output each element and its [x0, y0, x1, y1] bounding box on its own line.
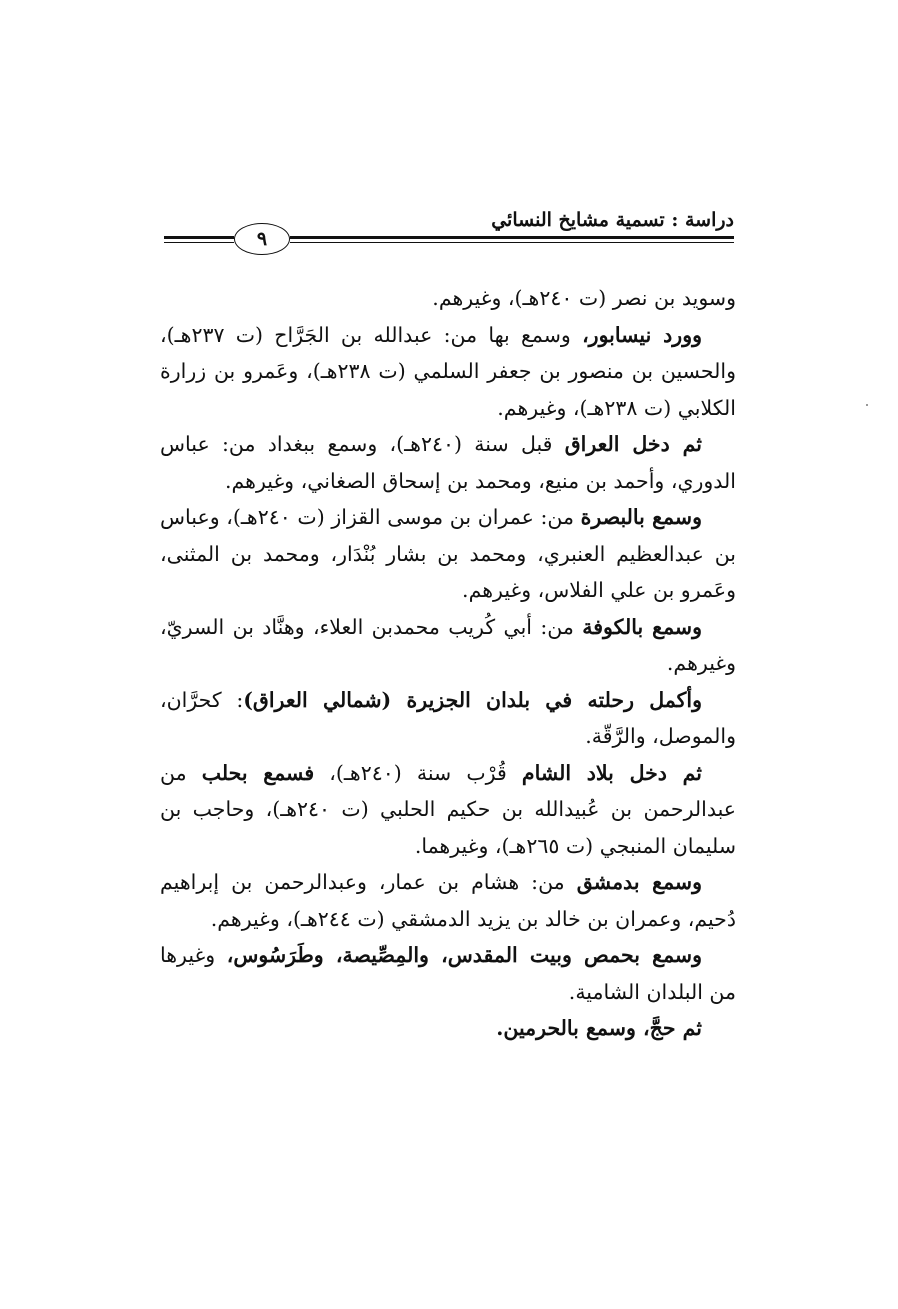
paragraph-heading: ثم دخل بلاد الشام: [521, 760, 703, 785]
scan-speck: [866, 404, 868, 406]
paragraph-heading: وأكمل رحلته في بلدان الجزيرة (شمالي العراق): [243, 687, 702, 712]
header-rule-left: [164, 236, 234, 243]
paragraph: [160, 280, 736, 317]
paragraph: [160, 682, 736, 755]
paragraph: [160, 426, 736, 499]
paragraph: [160, 609, 736, 682]
paragraph: [160, 864, 736, 937]
paragraph-text: وسويد بن نصر (ت ٢٤٠هـ)، وغيرهم.: [432, 286, 736, 310]
paragraph-heading: ثم حجَّ، وسمع بالحرمين.: [496, 1016, 702, 1040]
paragraph-text: من: عمران بن موسى القزاز (ت ٢٤٠هـ)، وعباس بن عبدالعظيم العنبري، ومحمد بن بشار بُنْدَار، ومحمد بن المثنى، وعَمرو بن علي الفلاس، وغيرهم.: [160, 505, 736, 602]
paragraph-text: قُرْب سنة (٢٤٠هـ)،: [314, 760, 522, 785]
paragraph-text: من: أبي كُريب محمدبن العلاء، وهنَّاد بن السريّ، وغيرهم.: [160, 614, 736, 675]
paragraph-text: قبل سنة (٢٤٠هـ)، وسمع ببغداد من: عباس الدوري، وأحمد بن منيع، ومحمد بن إسحاق الصغاني، وغيرهم.: [160, 432, 736, 493]
paragraph-heading: وسمع بالبصرة: [580, 505, 702, 529]
page-number-badge: ٩: [234, 223, 290, 255]
paragraph-heading: وسمع بالكوفة: [582, 614, 702, 639]
paragraph-text: من عبدالرحمن بن عُبيدالله بن حكيم الحلبي (ت ٢٤٠هـ)، وحاجب بن سليمان المنبجي (ت ٢٦٥هـ)، وغيرهما.: [160, 760, 736, 858]
paragraph-text: وغيرها من البلدان الشامية.: [160, 943, 736, 1004]
paragraph-heading: وسمع بدمشق: [576, 870, 703, 894]
paragraph-heading: ثم دخل العراق: [564, 432, 702, 456]
paragraph-heading: وورد نيسابور،: [582, 322, 702, 347]
body-text: [160, 280, 736, 1047]
header-rule-right: [290, 236, 734, 243]
paragraph-heading: وسمع بحمص وبيت المقدس، والمِصِّيصة، وطَرَسُوس،: [226, 943, 702, 967]
paragraph: [160, 937, 736, 1010]
paragraph: [160, 317, 736, 427]
paragraph-text: وسمع بها من: عبدالله بن الجَرَّاح (ت ٢٣٧هـ)، والحسين بن منصور بن جعفر السلمي (ت ٢٣٨هـ)، وعَمرو بن زرارة الكلابي (ت ٢٣٨هـ)، وغيرهم.: [160, 322, 736, 420]
running-header-title: دراسة : تسمية مشايخ النسائي: [491, 209, 734, 231]
paragraph: [160, 499, 736, 609]
paragraph-subheading: فسمع بحلب: [201, 760, 315, 785]
paragraph: [160, 1010, 736, 1047]
paragraph-text: من: هشام بن عمار، وعبدالرحمن بن إبراهيم دُحيم، وعمران بن خالد بن يزيد الدمشقي (ت ٢٤٤هـ)، وغيرهم.: [160, 870, 736, 931]
paragraph-text: : كحرَّان، والموصل، والرَّقّة.: [160, 687, 736, 748]
paragraph: [160, 755, 736, 865]
